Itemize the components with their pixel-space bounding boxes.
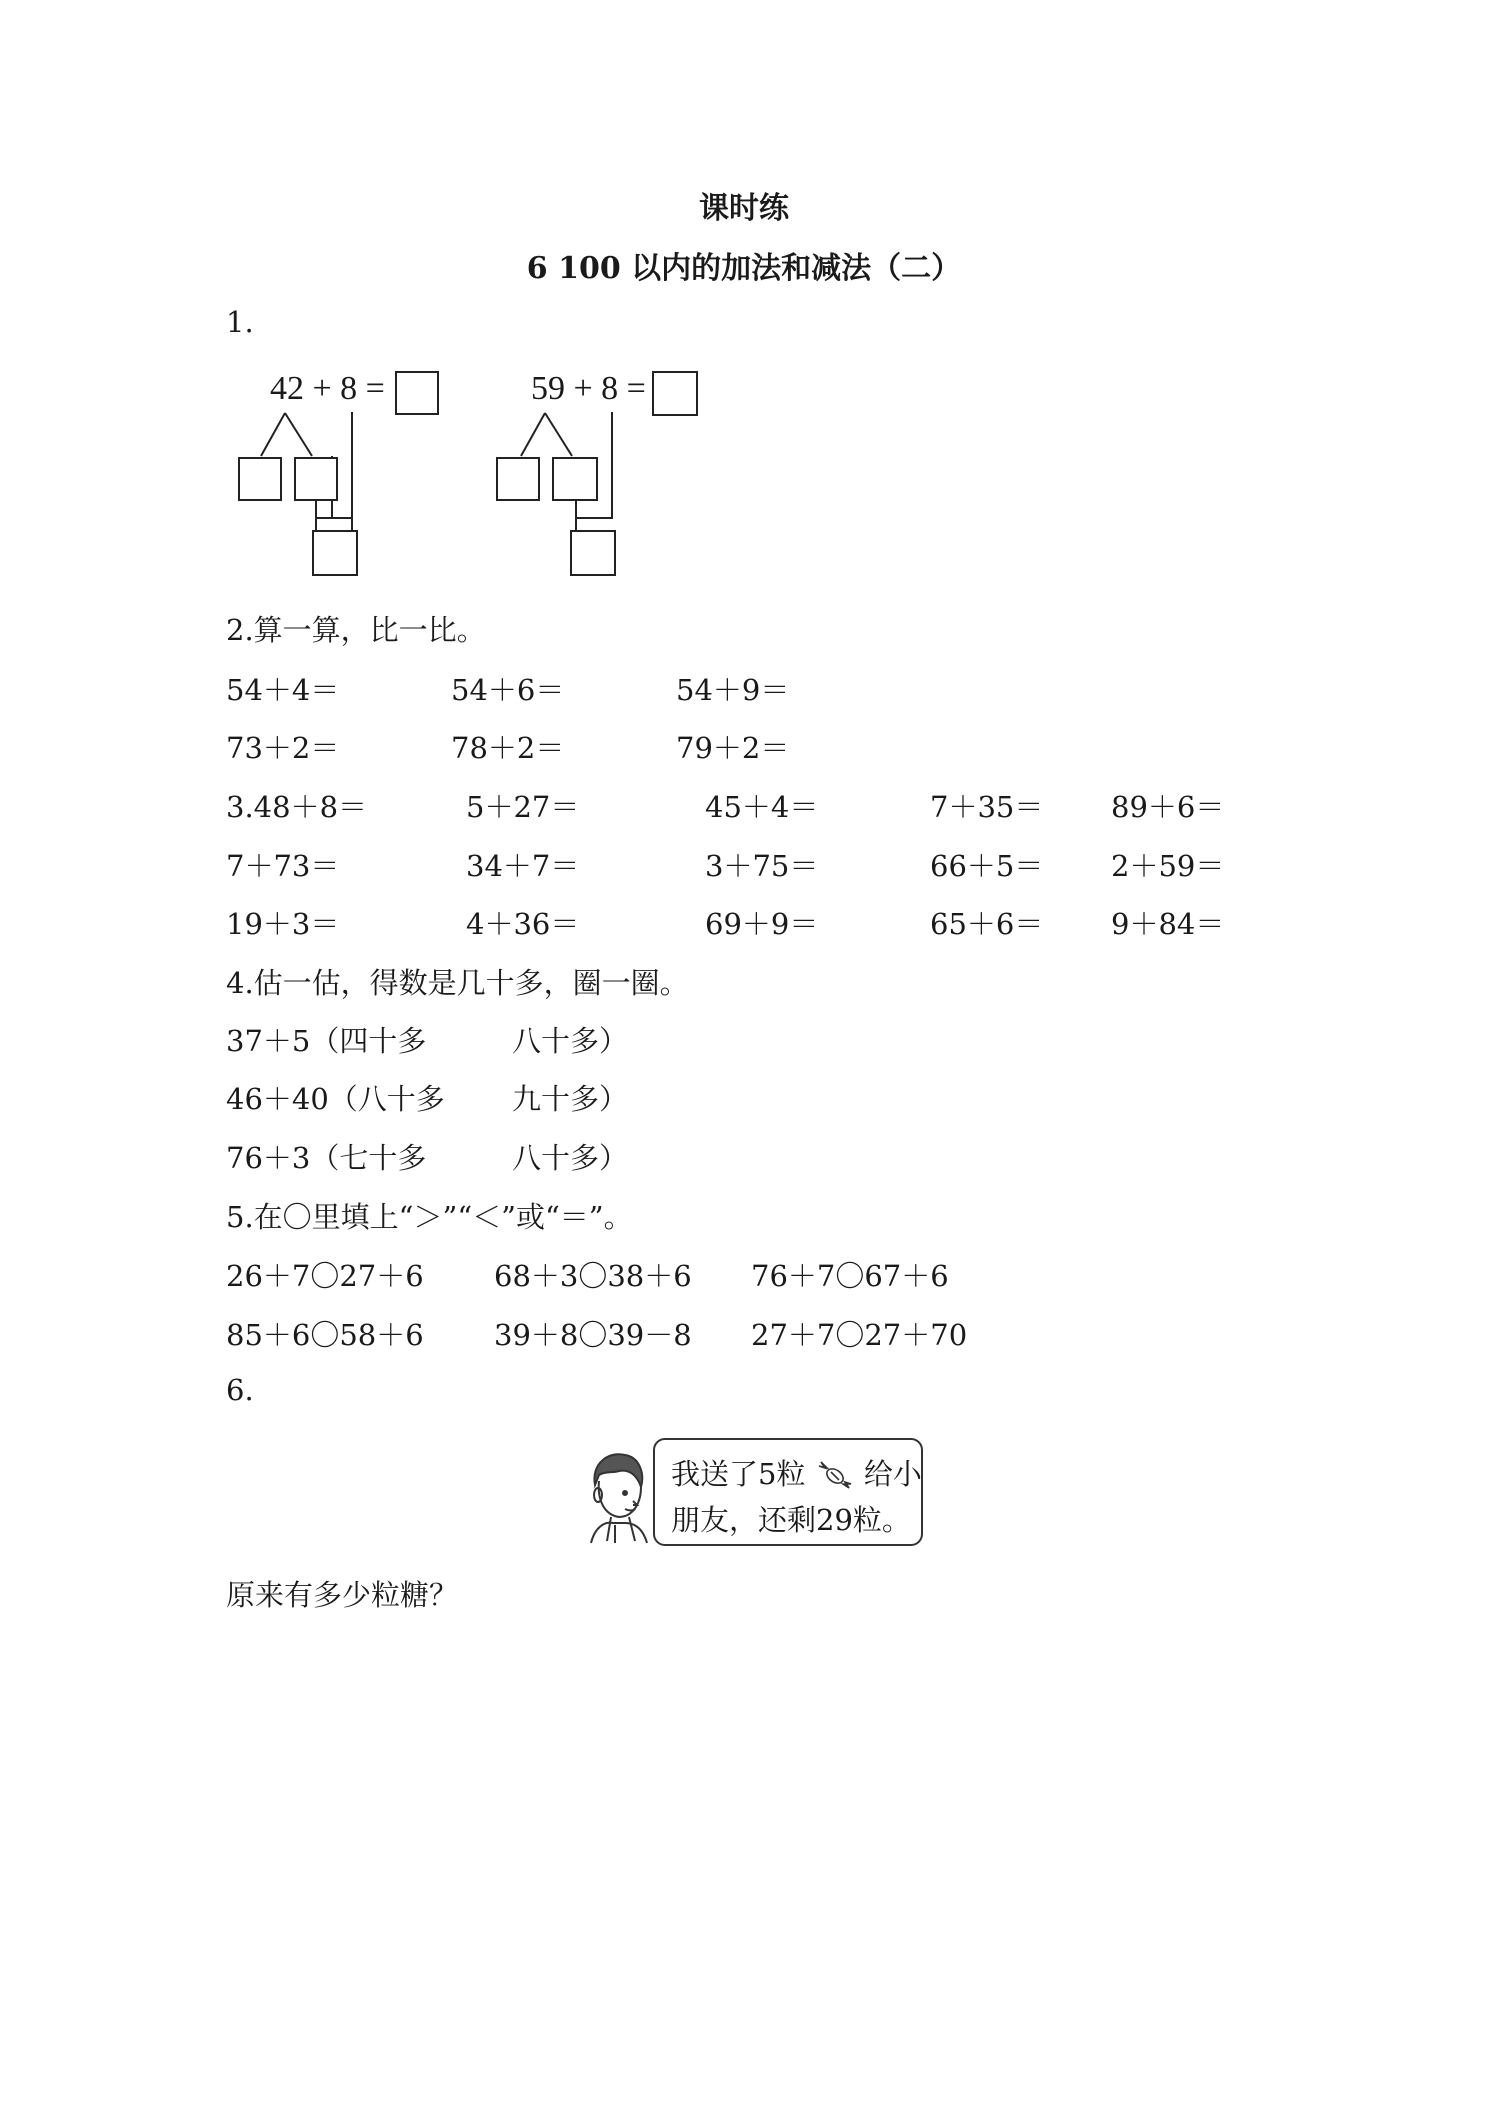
q6-number: 6. [226,1373,254,1407]
q4-option[interactable]: 八十多） [512,1141,629,1175]
q1-number: 1. [226,305,254,339]
q3-item: 4＋36＝ [466,907,580,941]
q3-item: 66＋5＝ [930,849,1044,883]
q3-item: 69＋9＝ [705,907,819,941]
q3-item: 65＋6＝ [930,907,1044,941]
q5-compare-item[interactable]: 27＋7〇27＋70 [751,1318,968,1352]
partial-sum-box[interactable] [570,530,616,576]
q2-item: 54＋6＝ [451,673,565,707]
q3-item: 7＋35＝ [930,790,1044,824]
speech-text: 给小 [863,1457,922,1491]
q3-item: 5＋27＝ [466,790,580,824]
q3-item: 45＋4＝ [705,790,819,824]
q3-item: 3.48＋8＝ [226,790,368,824]
q2-heading: 2.算一算，比一比。 [226,613,486,647]
q3-item: 7＋73＝ [226,849,340,883]
q2-item: 54＋4＝ [226,673,340,707]
q3-item: 19＋3＝ [226,907,340,941]
q5-compare-item[interactable]: 85＋6〇58＋6 [226,1318,424,1352]
q4-expression: 46＋40（八十多 [226,1082,445,1116]
split-box-tens[interactable] [238,457,282,501]
split-box-ones[interactable] [552,457,598,501]
answer-box[interactable] [395,371,439,415]
q4-heading: 4.估一估，得数是几十多，圈一圈。 [226,966,689,1000]
q5-compare-item[interactable]: 39＋8〇39－8 [494,1318,692,1352]
q2-item: 78＋2＝ [451,731,565,765]
speech-bubble [653,1438,923,1546]
split-box-ones[interactable] [294,457,338,501]
partial-sum-box[interactable] [312,530,358,576]
q3-item: 3＋75＝ [705,849,819,883]
q4-option[interactable]: 九十多） [512,1082,629,1116]
q4-expression: 37＋5（四十多 [226,1024,427,1058]
q2-item: 54＋9＝ [676,673,790,707]
page-title: 课时练 [699,191,789,226]
split-box-tens[interactable] [496,457,540,501]
q5-compare-item[interactable]: 26＋7〇27＋6 [226,1259,424,1293]
q2-item: 79＋2＝ [676,731,790,765]
q6-question: 原来有多少粒糖？ [226,1578,459,1612]
boy-illustration [585,1445,651,1545]
q3-item: 34＋7＝ [466,849,580,883]
answer-box[interactable] [652,371,698,416]
q4-expression: 76＋3（七十多 [226,1141,427,1175]
q3-item: 89＋6＝ [1111,790,1225,824]
lesson-subtitle: 6 100 以内的加法和减法（二） [526,251,962,286]
speech-text: 我送了5粒 [671,1457,806,1491]
q1-equation-2: 59 + 8 = [531,370,646,407]
q4-option[interactable]: 八十多） [512,1024,629,1058]
q1-decomposition-lines [0,0,1488,600]
q5-compare-item[interactable]: 68＋3〇38＋6 [494,1259,692,1293]
speech-text: 朋友，还剩29粒。 [671,1503,911,1537]
q5-compare-item[interactable]: 76＋7〇67＋6 [751,1259,949,1293]
q1-equation-1: 42 + 8 = [270,370,385,407]
candy-icon [815,1460,855,1490]
q5-heading: 5.在〇里填上“＞”“＜”或“＝”。 [226,1200,633,1234]
q3-item: 9＋84＝ [1111,907,1225,941]
q2-item: 73＋2＝ [226,731,340,765]
q3-item: 2＋59＝ [1111,849,1225,883]
